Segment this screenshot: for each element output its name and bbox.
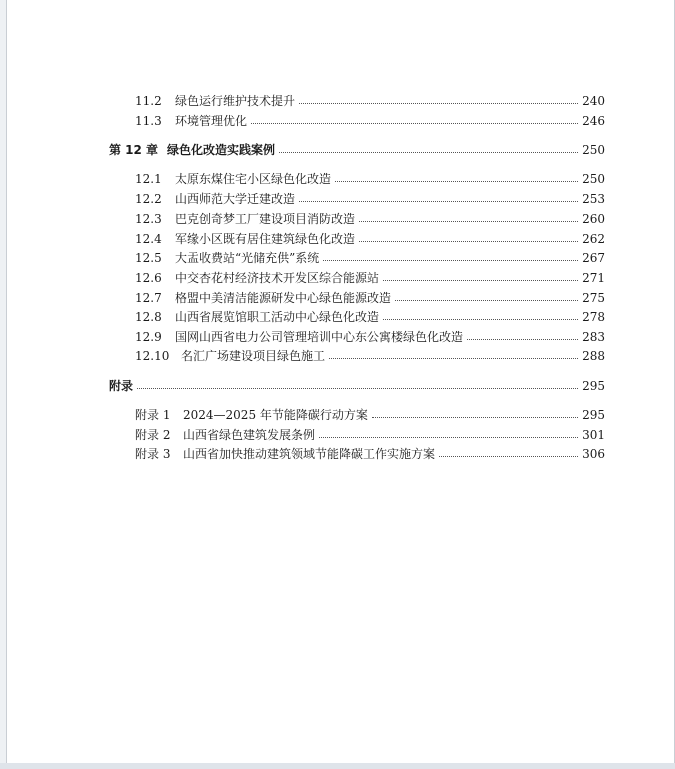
toc-entry-12-9[interactable] bbox=[135, 328, 605, 346]
toc-entry-number: 12.9 bbox=[135, 330, 162, 344]
dot-leader bbox=[299, 200, 578, 202]
dot-leader bbox=[251, 122, 578, 124]
toc-entry-number: 11.3 bbox=[135, 114, 162, 128]
toc-entry-page: 278 bbox=[582, 310, 605, 324]
toc-entry-12-4[interactable] bbox=[135, 230, 605, 248]
toc-entry-title: 山西省展览馆职工活动中心绿色化改造 bbox=[175, 310, 380, 324]
appendix-title: 附录 bbox=[109, 379, 134, 393]
viewer-bottom-strip bbox=[0, 763, 675, 769]
toc-entry-title: 山西省加快推动建筑领域节能降碳工作实施方案 bbox=[183, 447, 436, 461]
toc-entry-title: 山西省绿色建筑发展条例 bbox=[183, 428, 316, 442]
dot-leader bbox=[372, 416, 578, 418]
toc-entry-title: 山西师范大学迁建改造 bbox=[175, 192, 296, 206]
toc-entry-page: 253 bbox=[582, 192, 605, 206]
dot-leader bbox=[319, 436, 578, 438]
toc-entry-page: 283 bbox=[582, 330, 605, 344]
toc-entry-page: 306 bbox=[582, 447, 605, 461]
toc-entry-title: 环境管理优化 bbox=[175, 114, 248, 128]
toc-entry-title: 太原东煤住宅小区绿色化改造 bbox=[175, 172, 332, 186]
toc-entry-number: 附录 3 bbox=[135, 447, 171, 461]
toc-entry-title: 巴克创奇梦工厂建设项目消防改造 bbox=[175, 212, 356, 226]
toc-entry-title: 军缘小区既有居住建筑绿色化改造 bbox=[175, 232, 356, 246]
toc-entry-title: 绿色运行维护技术提升 bbox=[175, 94, 296, 108]
toc-appendix-3[interactable] bbox=[135, 445, 605, 463]
dot-leader bbox=[395, 299, 578, 301]
toc-appendix-2[interactable] bbox=[135, 426, 605, 444]
toc-entry-number: 11.2 bbox=[135, 94, 162, 108]
toc-entry-page: 246 bbox=[582, 114, 605, 128]
chapter-title: 绿色化改造实践案例 bbox=[167, 143, 276, 157]
toc-entry-page: 250 bbox=[582, 172, 605, 186]
toc-entry-title: 格盟中美清洁能源研发中心绿色能源改造 bbox=[175, 291, 392, 305]
toc-entry-12-1[interactable] bbox=[135, 170, 605, 188]
dot-leader bbox=[359, 220, 578, 222]
toc-entry-number: 附录 2 bbox=[135, 428, 171, 442]
dot-leader bbox=[383, 279, 578, 281]
toc-entry-12-8[interactable] bbox=[135, 308, 605, 326]
toc-entry-page: 288 bbox=[582, 349, 605, 363]
toc-entry-number: 12.4 bbox=[135, 232, 162, 246]
dot-leader bbox=[467, 338, 578, 340]
toc-entry-page: 295 bbox=[582, 408, 605, 422]
toc-entry-page: 275 bbox=[582, 291, 605, 305]
toc-entry-number: 12.3 bbox=[135, 212, 162, 226]
toc-entry-title: 国网山西省电力公司管理培训中心东公寓楼绿色化改造 bbox=[175, 330, 464, 344]
toc-entry-title: 名汇广场建设项目绿色施工 bbox=[181, 349, 326, 363]
toc-entry-11-2[interactable] bbox=[135, 92, 605, 110]
toc-appendix[interactable] bbox=[109, 377, 605, 395]
toc-entry-page: 260 bbox=[582, 212, 605, 226]
chapter-page: 250 bbox=[582, 143, 605, 157]
toc-entry-page: 271 bbox=[582, 271, 605, 285]
toc-entry-12-5[interactable] bbox=[135, 249, 605, 267]
dot-leader bbox=[359, 240, 578, 242]
toc-entry-number: 12.6 bbox=[135, 271, 162, 285]
toc-entry-number: 12.1 bbox=[135, 172, 162, 186]
toc-chapter-12[interactable] bbox=[109, 141, 605, 159]
dot-leader bbox=[335, 180, 578, 182]
toc-entry-page: 240 bbox=[582, 94, 605, 108]
toc-entry-title: 中交杏花村经济技术开发区综合能源站 bbox=[175, 271, 380, 285]
toc-entry-number: 12.8 bbox=[135, 310, 162, 324]
toc-entry-12-7[interactable] bbox=[135, 289, 605, 307]
toc-entry-page: 262 bbox=[582, 232, 605, 246]
dot-leader bbox=[439, 455, 578, 457]
dot-leader bbox=[323, 259, 578, 261]
chapter-number: 第 12 章 bbox=[109, 143, 159, 157]
toc-entry-title: 大盂收费站“光储充供”系统 bbox=[175, 251, 320, 265]
toc-entry-11-3[interactable] bbox=[135, 112, 605, 130]
toc-entry-page: 267 bbox=[582, 251, 605, 265]
dot-leader bbox=[383, 318, 578, 320]
toc-entry-number: 12.7 bbox=[135, 291, 162, 305]
toc-entry-12-6[interactable] bbox=[135, 269, 605, 287]
dot-leader bbox=[329, 357, 578, 359]
toc-entry-title: 2024—2025 年节能降碳行动方案 bbox=[183, 408, 368, 422]
dot-leader bbox=[137, 387, 578, 389]
toc-entry-page: 301 bbox=[582, 428, 605, 442]
toc-appendix-1[interactable] bbox=[135, 406, 605, 424]
toc-entry-number: 12.2 bbox=[135, 192, 162, 206]
dot-leader bbox=[299, 102, 578, 104]
toc-entry-number: 12.5 bbox=[135, 251, 162, 265]
toc-entry-12-2[interactable] bbox=[135, 190, 605, 208]
appendix-page: 295 bbox=[582, 379, 605, 393]
toc-entry-12-10[interactable] bbox=[135, 347, 605, 365]
document-page bbox=[6, 0, 675, 763]
toc-entry-number: 附录 1 bbox=[135, 408, 171, 422]
toc-entry-12-3[interactable] bbox=[135, 210, 605, 228]
dot-leader bbox=[279, 151, 578, 153]
toc-entry-number: 12.10 bbox=[135, 349, 170, 363]
